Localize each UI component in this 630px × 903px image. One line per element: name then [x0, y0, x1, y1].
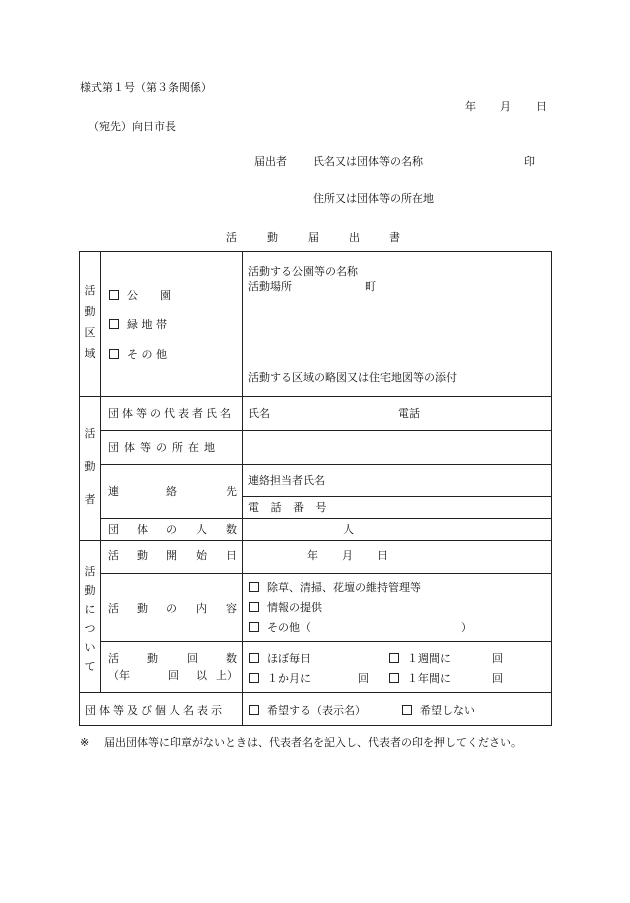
area-header-char: 動: [84, 305, 96, 318]
about-header-char: 活: [84, 565, 96, 578]
disclosure-option-yes[interactable]: [249, 705, 366, 716]
checkbox-icon: [109, 319, 119, 329]
addressee: （宛先）向日市長: [88, 120, 176, 133]
content-option-info[interactable]: [249, 602, 322, 613]
area-option-label: 公 園: [127, 289, 171, 302]
title-char-1: 活: [226, 231, 237, 244]
content-option-other[interactable]: [249, 622, 311, 633]
count-option-label: １か月に: [267, 672, 311, 685]
contact-label-1: 連: [108, 485, 119, 498]
content-option-label: その他（: [267, 621, 311, 634]
park-name-label: 活動する公園等の名称: [248, 265, 358, 278]
title-char-4: 出: [349, 231, 360, 244]
applicant-name-label: 氏名又は団体等の名称: [313, 155, 423, 168]
start-day: 日: [377, 549, 388, 562]
activity-place-label: 活動場所: [248, 280, 292, 293]
disclosure-option-label: 希望する（表示名）: [267, 704, 366, 717]
start-label-1: 活: [108, 549, 119, 562]
count-yearly-unit: 回: [492, 672, 503, 685]
count-label-4: 数: [226, 652, 237, 665]
content-label-1: 活: [108, 602, 119, 615]
count-monthly-unit: 回: [358, 672, 369, 685]
count-label-2: 動: [147, 652, 158, 665]
count-sub-3: 以: [196, 669, 207, 682]
members-label-4: 人: [196, 523, 207, 536]
checkbox-icon: [249, 705, 259, 715]
seal-mark: 印: [524, 155, 535, 168]
about-header: [83, 566, 97, 680]
footnote-text: 届出団体等に印章がないときは、代表者名を記入し、代表者の印を押してください。: [104, 736, 522, 749]
date-month: 月: [500, 100, 511, 113]
title-char-2: 動: [267, 231, 278, 244]
members-label-2: 体: [137, 523, 148, 536]
count-option-label: ほぼ毎日: [267, 652, 311, 665]
content-option-maintenance[interactable]: [249, 582, 421, 593]
members-label-3: の: [166, 523, 177, 536]
contact-phone-label: 電 話 番 号: [248, 501, 331, 514]
content-other-close: ）: [461, 621, 472, 634]
disclosure-option-no[interactable]: [402, 705, 475, 716]
checkbox-icon: [249, 602, 259, 612]
about-header-char: て: [84, 660, 96, 673]
disclosure-option-label: 希望しない: [420, 704, 475, 717]
count-label-3: 回: [187, 652, 198, 665]
area-option-label: そ の 他: [127, 348, 167, 361]
count-sub-2: 回: [168, 669, 179, 682]
checkbox-icon: [249, 673, 259, 683]
start-label-5: 日: [226, 549, 237, 562]
count-option-label: １年間に: [407, 672, 451, 685]
disclosure-label: 団体等及び個人名表示: [85, 704, 225, 717]
start-month: 月: [342, 549, 353, 562]
about-header-char: い: [84, 641, 96, 654]
count-option-label: １週間に: [407, 652, 451, 665]
checkbox-icon: [389, 653, 399, 663]
members-label-5: 数: [226, 523, 237, 536]
members-label-1: 団: [108, 523, 119, 536]
content-option-label: 情報の提供: [267, 601, 322, 614]
map-note: 活動する区域の略図又は住宅地図等の添付: [248, 371, 457, 384]
area-header-char: 活: [84, 284, 96, 297]
count-option-monthly[interactable]: [249, 673, 311, 684]
start-year: 年: [307, 549, 318, 562]
form-number: 様式第１号（第３条関係）: [80, 81, 212, 94]
checkbox-icon: [109, 349, 119, 359]
checkbox-icon: [389, 673, 399, 683]
actor-header: [83, 428, 97, 508]
actor-header-char: 動: [84, 460, 96, 473]
about-header-char: に: [84, 603, 96, 616]
content-label-2: 動: [137, 602, 148, 615]
applicant-address-label: 住所又は団体等の所在地: [313, 192, 434, 205]
checkbox-icon: [109, 290, 119, 300]
area-option-park[interactable]: [109, 290, 171, 301]
town-label: 町: [365, 280, 376, 293]
area-option-other[interactable]: [109, 349, 167, 360]
area-header-char: 区: [84, 326, 96, 339]
count-option-yearly[interactable]: [389, 673, 451, 684]
count-sub-4: 上）: [216, 669, 238, 682]
members-unit: 人: [343, 523, 354, 536]
content-option-label: 除草、清掃、花壇の維持管理等: [267, 581, 421, 594]
contact-person-label: 連絡担当者氏名: [248, 474, 325, 487]
start-label-4: 始: [196, 549, 207, 562]
count-weekly-unit: 回: [492, 652, 503, 665]
area-header-char: 域: [84, 347, 96, 360]
about-header-char: 動: [84, 584, 96, 597]
date-day: 日: [536, 100, 547, 113]
contact-label-3: 先: [226, 485, 237, 498]
count-option-weekly[interactable]: [389, 653, 451, 664]
footnote-mark: ※: [80, 736, 90, 749]
area-option-label: 緑 地 帯: [127, 318, 167, 331]
checkbox-icon: [402, 705, 412, 715]
count-sub-1: （年: [108, 669, 130, 682]
content-label-3: の: [166, 602, 177, 615]
start-label-3: 開: [166, 549, 177, 562]
count-label-1: 活: [108, 652, 119, 665]
actor-header-char: 者: [84, 493, 96, 506]
area-header: [83, 285, 97, 369]
checkbox-icon: [249, 622, 259, 632]
content-label-5: 容: [226, 602, 237, 615]
actor-header-char: 活: [84, 427, 96, 440]
applicant-label: 届出者: [254, 155, 287, 168]
count-option-daily[interactable]: [249, 653, 311, 664]
about-header-char: つ: [84, 622, 96, 635]
rep-phone-field-label: 電話: [398, 407, 420, 420]
checkbox-icon: [249, 653, 259, 663]
group-address-label: 団体等の所在地: [108, 441, 220, 454]
checkbox-icon: [249, 582, 259, 592]
rep-name-label: 団体等の代表者氏名: [108, 407, 234, 420]
area-option-greenbelt[interactable]: [109, 319, 167, 330]
title-char-5: 書: [389, 231, 400, 244]
start-label-2: 動: [137, 549, 148, 562]
contact-label-2: 絡: [166, 485, 177, 498]
rep-name-field-label: 氏名: [248, 407, 270, 420]
title-char-3: 届: [308, 231, 319, 244]
date-year: 年: [465, 100, 476, 113]
content-label-4: 内: [196, 602, 207, 615]
